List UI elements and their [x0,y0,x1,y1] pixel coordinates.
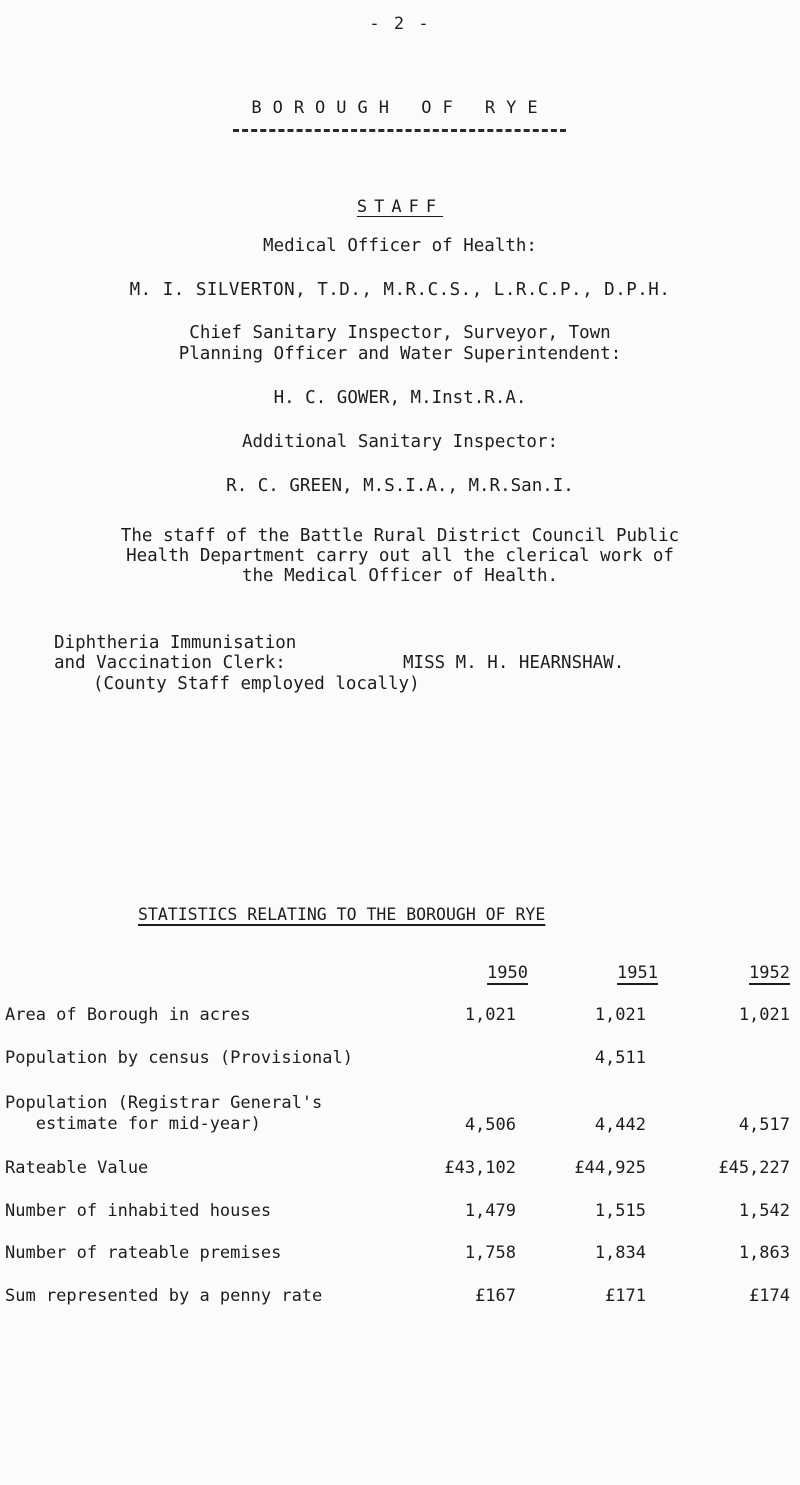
stat-row-label: Area of Borough in acres [5,1005,251,1025]
stat-cell: 4,517 [738,1115,790,1135]
moh-role: Medical Officer of Health: [263,236,537,256]
stat-cell: £43,102 [444,1158,516,1178]
stat-cell: £174 [749,1286,790,1306]
staff-note-line1: The staff of the Battle Rural District Council Public [120,526,680,546]
stat-row-label: Number of rateable premises [5,1243,282,1263]
dip-clerk-role-line1: Diphtheria Immunisation [54,633,297,653]
year-header-1951: 1951 [617,963,658,983]
stat-cell: 1,542 [738,1201,790,1221]
staff-note-line3: the Medical Officer of Health. [241,566,559,586]
year-header-1952: 1952 [749,963,790,983]
dip-clerk-role-line2: and Vaccination Clerk: [54,653,286,673]
stat-row-label: Population (Registrar General's estimate for mid-year) [5,1093,323,1134]
page-number: - 2 - [369,14,431,34]
stat-cell: 1,515 [594,1201,646,1221]
staff-title: STAFF [356,197,444,217]
staff-note-line2: Health Department carry out all the clerical work of [126,546,674,566]
csi-role-line1: Chief Sanitary Inspector, Surveyor, Town [189,323,611,343]
stat-row-label: Sum represented by a penny rate [5,1286,323,1306]
stat-cell: 4,442 [594,1115,646,1135]
stat-cell: 4,511 [594,1048,646,1068]
asi-name: R. C. GREEN, M.S.I.A., M.R.San.I. [226,476,574,496]
stat-row-label: Number of inhabited houses [5,1201,272,1221]
stat-row-label: Population by census (Provisional) [5,1048,353,1068]
csi-role-line2: Planning Officer and Water Superintendent: [178,344,622,364]
moh-name: M. I. SILVERTON, T.D., M.R.C.S., L.R.C.P., D.P.H. [129,280,671,300]
stat-cell: 1,021 [464,1005,516,1025]
stat-cell: 4,506 [464,1115,516,1135]
asi-role: Additional Sanitary Inspector: [241,432,559,452]
stat-cell: 1,834 [594,1243,646,1263]
stat-cell: £45,227 [718,1158,790,1178]
stat-cell: £167 [475,1286,516,1306]
dip-clerk-name: MISS M. H. HEARNSHAW. [403,653,625,673]
stat-cell: £44,925 [574,1158,646,1178]
stat-row-label: Rateable Value [5,1158,149,1178]
statistics-title: STATISTICS RELATING TO THE BOROUGH OF RYE [138,905,546,924]
document-heading: BOROUGH OF RYE [251,98,549,118]
dashed-divider [233,129,566,132]
stat-cell: 1,021 [594,1005,646,1025]
dip-clerk-note: (County Staff employed locally) [93,674,420,694]
stat-cell: 1,479 [464,1201,516,1221]
csi-name: H. C. GOWER, M.Inst.R.A. [273,388,527,408]
year-header-1950: 1950 [487,963,528,983]
stat-cell: 1,758 [464,1243,516,1263]
stat-cell: 1,021 [738,1005,790,1025]
stat-cell: £171 [605,1286,646,1306]
stat-cell: 1,863 [738,1243,790,1263]
